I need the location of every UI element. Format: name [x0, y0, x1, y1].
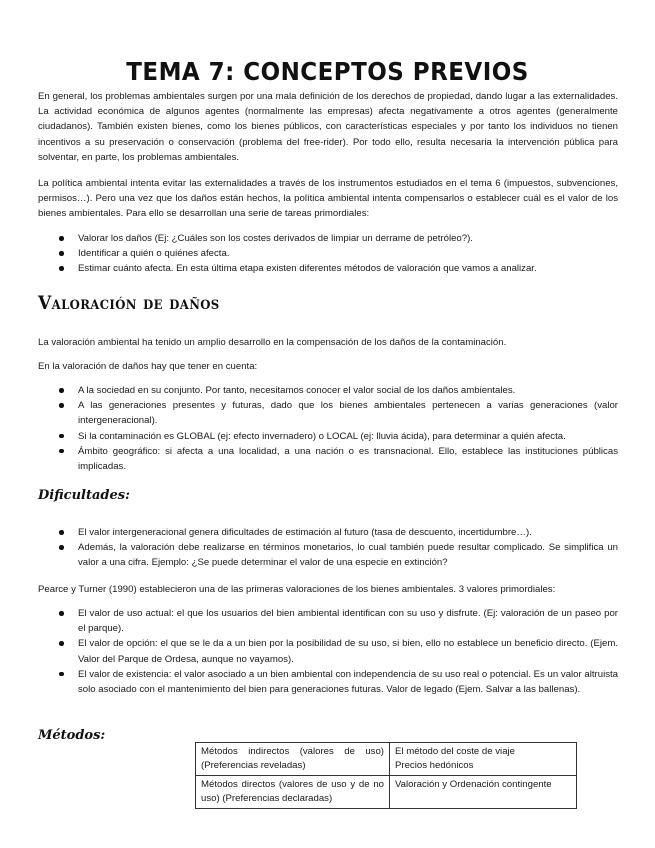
list-item: A la sociedad en su conjunto. Por tanto, necesitamos conocer el valor social de los daños ambientales. — [38, 383, 618, 398]
bullet-icon — [59, 545, 64, 550]
bullet-icon — [59, 449, 64, 454]
valoracion-paragraph-1: La valoración ambiental ha tenido un amplio desarrollo en la compensación de los daños de la contaminación. — [38, 337, 507, 348]
bullet-icon — [59, 434, 64, 439]
bullet-icon — [59, 251, 64, 256]
table-cell — [390, 776, 577, 809]
list-item: Estimar cuánto afecta. En esta última etapa existen diferentes métodos de valoración que vamos a analizar. — [38, 261, 618, 276]
values-list — [38, 606, 618, 697]
section-heading-dificultades: Dificultades: — [38, 488, 130, 503]
list-item: El valor intergeneracional genera dificultades de estimación al futuro (tasa de descuento, incertidumbre…). — [38, 525, 618, 540]
bullet-icon — [59, 388, 64, 393]
bullet-icon — [59, 530, 64, 535]
bullet-icon — [59, 266, 64, 271]
tasks-list — [38, 231, 618, 277]
valoracion-paragraph-2: En la valoración de daños hay que tener en cuenta: — [38, 361, 258, 372]
bullet-icon — [59, 641, 64, 646]
list-item: Si la contaminación es GLOBAL (ej: efecto invernadero) o LOCAL (ej: lluvia ácida), para determinar a quién afecta. — [38, 429, 618, 444]
bullet-icon — [59, 236, 64, 241]
list-item: A las generaciones presentes y futuras, dado que los bienes ambientales pertenecen a varias generaciones (valor intergeneracional). — [38, 398, 618, 428]
list-item: El valor de uso actual: el que los usuarios del bien ambiental identifican con su uso y disfrute. (Ej: valoración de un paseo por el parque). — [38, 606, 618, 636]
table-row — [196, 743, 577, 776]
method-name: Valoración y Ordenación contingente — [395, 779, 552, 790]
bullet-icon — [59, 672, 64, 677]
table-cell: Métodos directos (valores de uso y de no uso) (Preferencias declaradas) — [196, 776, 390, 809]
method-name: Precios hedónicos — [395, 760, 474, 771]
intro-paragraph-2: La política ambiental intenta evitar las externalidades a través de los instrumentos estudiados en el tema 6 (impuestos, subvenciones, permisos…). Pero una vez que los daños están hechos, la política ambiental intenta compensarlos o establecer cuál es el valor de los bienes ambientales. Para ello se desarrollan una serie de tareas primordiales: — [38, 178, 618, 220]
bullet-icon — [59, 611, 64, 616]
list-item: Identificar a quién o quiénes afecta. — [38, 246, 618, 261]
method-name: El método del coste de viaje — [395, 746, 515, 757]
dificultades-list — [38, 525, 618, 571]
pearce-paragraph: Pearce y Turner (1990) establecieron una de las primeras valoraciones de los bienes ambientales. 3 valores primordiales: — [38, 584, 556, 595]
list-item: Valorar los daños (Ej: ¿Cuáles son los costes derivados de limpiar un derrame de petróleo?). — [38, 231, 618, 246]
valoracion-list — [38, 383, 618, 474]
section-heading-valoracion: Valoración de daños — [38, 292, 220, 314]
page-title: TEMA 7: CONCEPTOS PREVIOS — [126, 56, 529, 86]
list-item: El valor de existencia: el valor asociado a un bien ambiental con independencia de su uso real o potencial. Es un valor altruista solo asociado con el mantenimiento del bien para generaciones futuras. Valor de legado (Ejem. Salvar a las ballenas). — [38, 667, 618, 697]
table-row — [196, 776, 577, 809]
bullet-icon — [59, 403, 64, 408]
methods-table — [195, 742, 577, 809]
list-item: Además, la valoración debe realizarse en términos monetarios, lo cual también puede resultar complicado. Se simplifica un valor a una cifra. Ejemplo: ¿Se puede determinar el valor de una especie en extinción? — [38, 540, 618, 570]
list-item: El valor de opción: el que se le da a un bien por la posibilidad de su uso, si bien, ello no establece un beneficio directo. (Ejem. Valor del Parque de Ordesa, aunque no vayamos). — [38, 636, 618, 666]
list-item: Ámbito geográfico: si afecta a una localidad, a una nación o es transnacional. Ello, establece las instituciones públicas implicadas. — [38, 444, 618, 474]
table-cell — [390, 743, 577, 776]
intro-paragraph-1: En general, los problemas ambientales surgen por una mala definición de los derechos de propiedad, dando lugar a las externalidades. La actividad económica de algunos agentes (normalmente las empresas) afecta negativamente a otros agentes (generalmente ciudadanos). También existen bienes, como los bienes públicos, con características especiales y por tanto los individuos no tienen incentivos a su preservación o conservación (problema del free-rider). Por todo ello, resulta necesaria la intervención pública para solventar, en parte, los problemas ambientales. — [38, 91, 618, 163]
table-cell: Métodos indirectos (valores de uso) (Preferencias reveladas) — [196, 743, 390, 776]
section-heading-metodos: Métodos: — [38, 728, 106, 743]
